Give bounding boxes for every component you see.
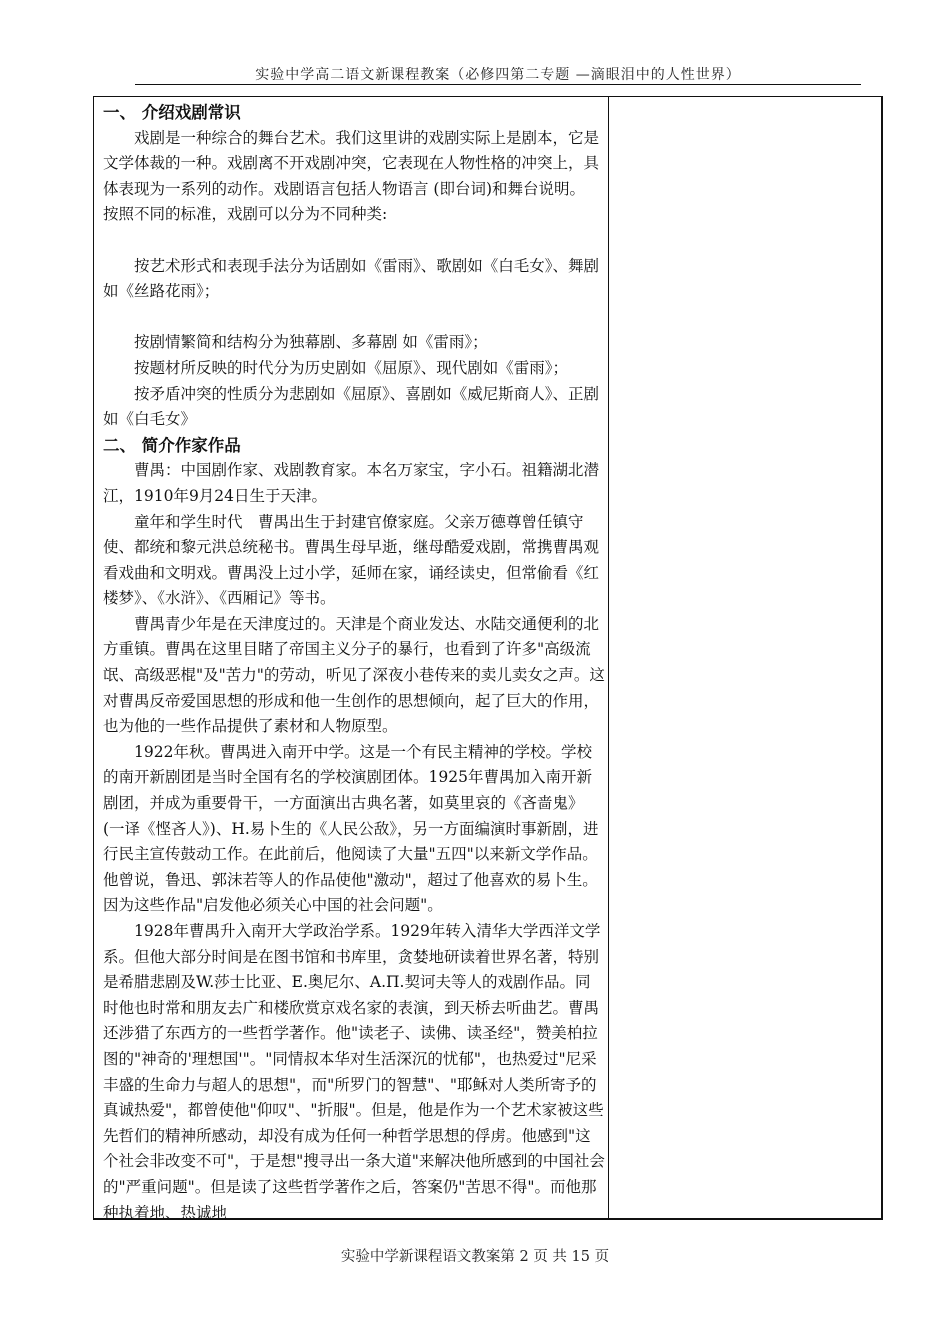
paragraph-structure: 按剧情繁简和结构分为独幕剧、多幕剧 如《雷雨》；: [134, 333, 488, 352]
header-rule: [135, 84, 861, 85]
paragraph-conflict: 按矛盾冲突的性质分为悲剧如《屈原》、喜剧如《威尼斯商人》、正剧如《白毛女》: [103, 384, 600, 429]
paragraph-drama-intro: 戏剧是一种综合的舞台艺术。我们这里讲的戏剧实际上是剧本，它是文学体裁的一种。戏剧离不开戏剧冲突，它表现在人物性格的冲突上，具体表现为一系列的动作。戏剧语言包括人物语言 (即台词)和舞台说明。: [103, 128, 600, 198]
paragraph-classification: 按照不同的标准，戏剧可以分为不同种类:: [103, 205, 388, 224]
paragraph-nankai: 1922年秋。曹禺进入南开中学。这是一个有民主精神的学校。学校的南开新剧团是当时全国有名的学校演剧团体。1925年曹禺加入南开新剧团，并成为重要骨干，一方面演出古典名著，如莫里哀的《吝啬鬼》(一译《悭吝人》)、H.易卜生的《人民公敌》，另一方面编演时事新剧，进行民主宣传鼓动工作。在此前后，他阅读了大量"五四"以来新文学作品。他曾说，鲁迅、郭沫若等人的作品使他"激动"，超过了他喜欢的易卜生。因为这些作品"启发他必须关心中国的社会问题"。: [103, 742, 599, 915]
paragraph-era: 按题材所反映的时代分为历史剧如《屈原》、现代剧如《雷雨》；: [134, 358, 569, 377]
paragraph-university: 1928年曹禺升入南开大学政治学系。1929年转入清华大学西洋文学系。但他大部分时间是在图书馆和书库里，贪婪地研读着世界名著，特别是希腊悲剧及W.莎士比亚、E.奥尼尔、A.П.契诃夫等人的戏剧作品。同时他也时常和朋友去广和楼欣赏京戏名家的表演，到天桥去听曲艺。曹禺还涉猎了东西方的一些哲学著作。他"读老子、读佛、读圣经"，赞美柏拉图的"神奇的'理想国'"。"同情叔本华对生活深沉的忧郁"，也热爱过"尼采丰盛的生命力与超人的思想"，而"所罗门的智慧"、"耶稣对人类所寄予的真诚热爱"，都曾使他"仰叹"、"折服"。但是，他是作为一个艺术家被这些先哲们的精神所感动，却没有成为任何一种哲学思想的俘虏。他感到"这个社会非改变不可"，于是想"搜寻出一条大道"来解决他所感到的中国社会的"严重问题"。但是读了这些哲学著作之后，答案仍"苦思不得"。而他那种执着地、热诚地: [103, 922, 605, 1222]
paragraph-childhood: 童年和学生时代 曹禺出生于封建官僚家庭。父亲万德尊曾任镇守使、都统和黎元洪总统秘书。曹禺生母早逝，继母酷爱戏剧，常携曹禺观看戏曲和文明戏。曹禺没上过小学，延师在家，诵经读史，但常偷看《红楼梦》、《水浒》、《西厢记》等书。: [103, 512, 600, 608]
page-header: 实验中学高二语文新课程教案（必修四第二专题 —滴眼泪中的人性世界）: [255, 67, 741, 83]
paragraph-caoyu-bio: 曹禺：中国剧作家、戏剧教育家。本名万家宝，字小石。祖籍湖北潜江，1910年9月24日生于天津。: [103, 461, 600, 505]
section-heading-author: 二、 简介作家作品: [103, 435, 241, 455]
section-heading-drama: 一、 介绍戏剧常识: [103, 103, 241, 122]
blank-line: [103, 305, 605, 331]
blank-line: [103, 228, 605, 254]
column-divider: [608, 97, 609, 1218]
lesson-table: [93, 96, 883, 1220]
paragraph-youth: 曹禺青少年是在天津度过的。天津是个商业发达、水陆交通便利的北方重镇。曹禺在这里目睹了帝国主义分子的暴行，也看到了许多"高级流氓、高级恶棍"及"苦力"的劳动，听见了深夜小巷传来的卖儿卖女之声。这对曹禺反帝爱国思想的形成和他一生创作的思想倾向，起了巨大的作用，也为他的一些作品提供了素材和人物原型。: [103, 614, 605, 736]
page-footer: 实验中学新课程语文教案第 2 页 共 15 页: [340, 1249, 610, 1265]
lesson-content-cell: [103, 100, 605, 1226]
paragraph-art-form: 按艺术形式和表现手法分为话剧如《雷雨》、歌剧如《白毛女》、舞剧如《丝路花雨》；: [103, 256, 600, 301]
